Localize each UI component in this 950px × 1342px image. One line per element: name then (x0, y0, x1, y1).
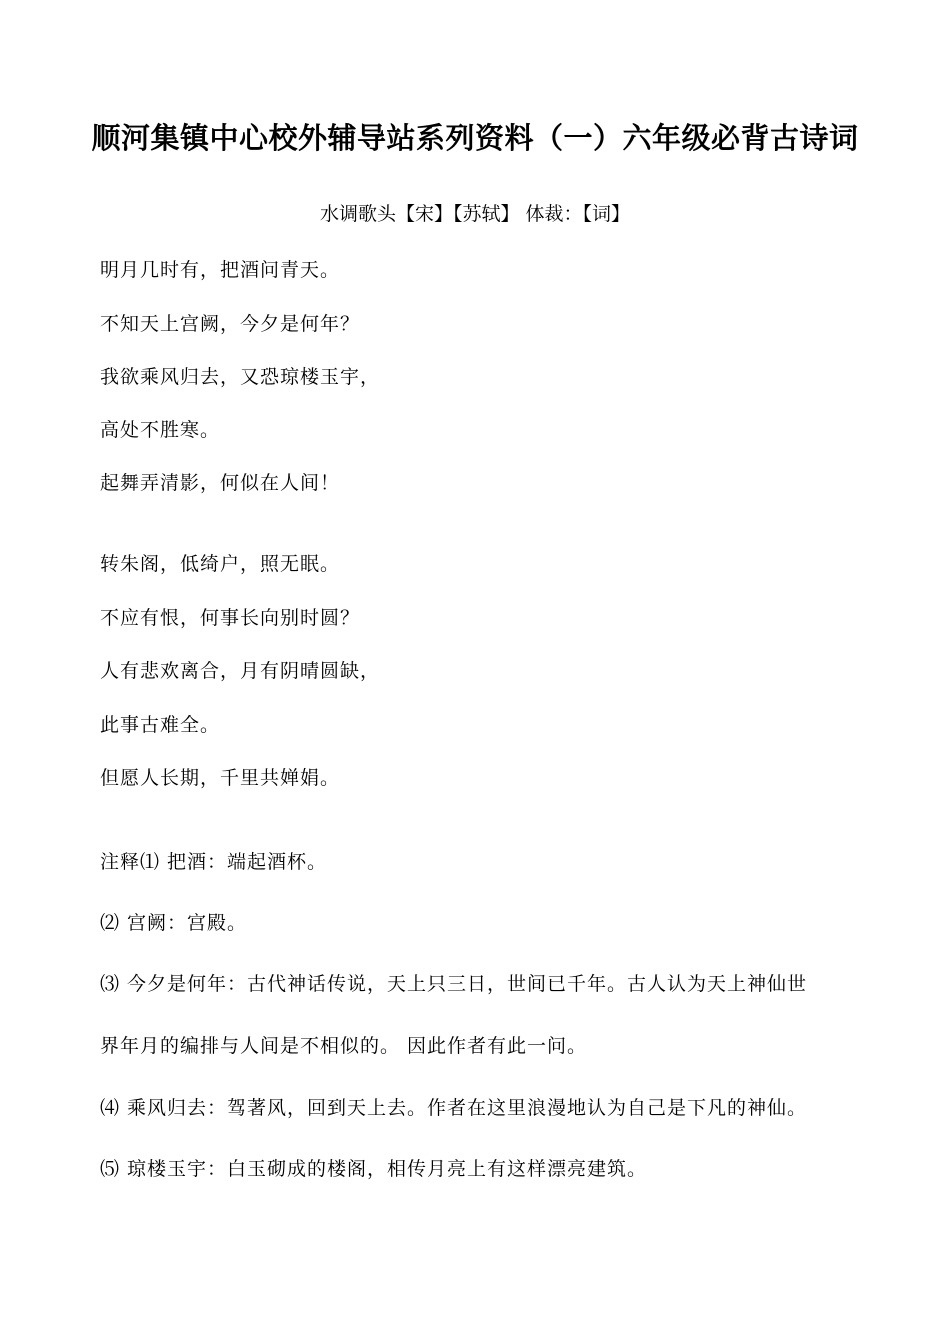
note-line: 界年月的编排与人间是不相似的。 因此作者有此一问。 (100, 1035, 588, 1057)
note-line: ⑷ 乘风归去：驾著风，回到天上去。作者在这里浪漫地认为自己是下凡的神仙。 (100, 1097, 808, 1119)
poem-header: 水调歌头【宋】【苏轼】 体裁：【词】 (319, 203, 631, 225)
poem-line: 我欲乘风归去，又恐琼楼玉宇， (100, 366, 381, 388)
note-line: 注释⑴ 把酒：端起酒杯。 (100, 851, 328, 873)
note-line: ⑵ 宫阙：宫殿。 (100, 912, 248, 934)
poem-line: 不应有恨，何事长向别时圆？ (100, 607, 361, 629)
poem-line: 不知天上宫阙，今夕是何年？ (100, 313, 361, 335)
poem-line: 高处不胜寒。 (100, 419, 221, 441)
poem-line: 起舞弄清影，何似在人间！ (100, 472, 341, 494)
poem-line: 此事古难全。 (100, 714, 221, 736)
poem-line: 明月几时有，把酒问青天。 (100, 259, 341, 281)
poem-line: 转朱阁，低绮户，照无眠。 (100, 553, 341, 575)
document-title: 顺河集镇中心校外辅导站系列资料（一）六年级必背古诗词 (91, 121, 859, 155)
note-line: ⑸ 琼楼玉宇：白玉砌成的楼阁，相传月亮上有这样漂亮建筑。 (100, 1158, 648, 1180)
poem-line: 但愿人长期，千里共婵娟。 (100, 767, 341, 789)
note-line: ⑶ 今夕是何年：古代神话传说，天上只三日，世间已千年。古人认为天上神仙世 (100, 973, 808, 995)
poem-line: 人有悲欢离合，月有阴晴圆缺， (100, 660, 381, 682)
